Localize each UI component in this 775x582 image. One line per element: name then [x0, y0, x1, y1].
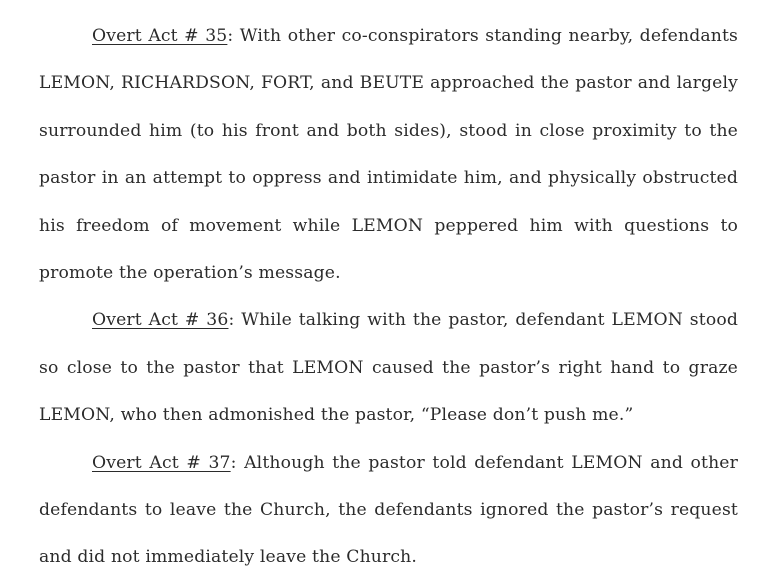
paragraph-text: : With other co-conspirators standing nearby, defendants LEMON, RICHARDSON, FORT, and BEUTE approached the pastor and largely surrounded him (to his front and both sides), stood in close proximity to the pastor in an attempt to oppress and intimidate him, and physically obstructed his freedom of movement while LEMON peppered him with questions to promote the operation’s message. — [39, 26, 738, 284]
paragraph-text: : While talking with the pastor, defendant LEMON stood so close to the pastor that LEMON caused the pastor’s right hand to graze LEMON, who then admonished the pastor, “Please don’t push me.” — [39, 310, 738, 426]
overt-act-label: Overt Act # 36 — [92, 310, 229, 331]
overt-act-label: Overt Act # 37 — [92, 452, 231, 473]
paragraph-overt-act-36 — [39, 297, 738, 439]
overt-act-label: Overt Act # 35 — [92, 26, 228, 46]
paragraph-overt-act-37 — [39, 440, 738, 582]
paragraph-text: : Although the pastor told defendant LEMON and other defendants to leave the Church, the defendants ignored the pastor’s request and did not immediately leave the Church. — [39, 452, 738, 568]
paragraph-overt-act-35 — [39, 13, 738, 297]
document-page — [39, 13, 738, 582]
